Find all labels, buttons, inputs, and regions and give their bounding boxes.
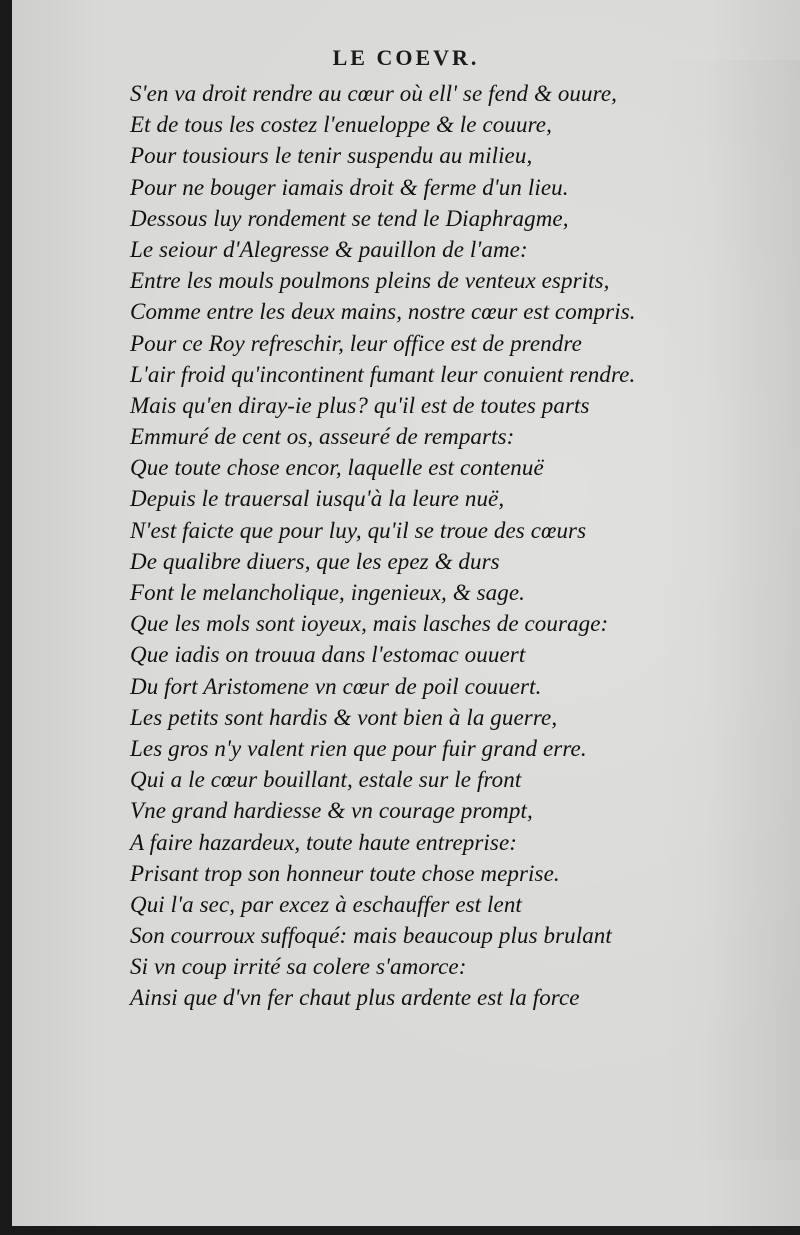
verse-line: Pour ne bouger iamais droit & ferme d'un lieu. [130, 174, 569, 200]
verse-line: Ainsi que d'vn fer chaut plus ardente est la force [130, 985, 580, 1011]
verse-line: Le seiour d'Alegresse & pauillon de l'ame: [130, 236, 528, 262]
verse-line: Font le melancholique, ingenieux, & sage. [130, 580, 525, 605]
verse-line: Que toute chose encor, laquelle est contenuë [130, 455, 544, 481]
verse-body [130, 78, 636, 1014]
verse-line: Comme entre les deux mains, nostre cœur est compris. [130, 299, 636, 325]
verse-line: Dessous luy rondement se tend le Diaphragme, [130, 205, 569, 231]
verse-line: Emmuré de cent os, asseuré de remparts: [130, 424, 515, 450]
show-through-shadow [660, 60, 800, 1160]
verse-line: A faire hazardeux, toute haute entreprise: [130, 829, 518, 855]
verse-line: Prisant trop son honneur toute chose meprise. [130, 860, 560, 886]
verse-line: N'est faicte que pour luy, qu'il se troue des cœurs [130, 517, 587, 543]
verse-line: Depuis le trauersal iusqu'à la leure nuë, [130, 486, 505, 512]
verse-line: Qui l'a sec, par excez à eschauffer est lent [130, 891, 522, 917]
verse-line: Vne grand hardiesse & vn courage prompt, [130, 798, 533, 824]
verse-line: Mais qu'en diray-ie plus? qu'il est de toutes parts [130, 392, 590, 418]
verse-line: Du fort Aristomene vn cœur de poil couuert. [130, 673, 542, 699]
verse-line: Et de tous les costez l'enueloppe & le couure, [130, 112, 552, 138]
verse-line: Si vn coup irrité sa colere s'amorce: [130, 954, 467, 980]
verse-line: S'en va droit rendre au cœur où ell' se fend & ouure, [130, 81, 617, 106]
verse-line: L'air froid qu'incontinent fumant leur conuient rendre. [130, 361, 636, 387]
verse-line: Son courroux suffoqué: mais beaucoup plus brulant [130, 923, 612, 949]
book-page [12, 0, 800, 1226]
verse-line: Entre les mouls poulmons pleins de venteux esprits, [130, 268, 610, 294]
running-header: LE COEVR. [332, 45, 480, 70]
verse-line: Qui a le cœur bouillant, estale sur le front [130, 767, 522, 793]
verse-line: Pour tousiours le tenir suspendu au milieu, [130, 143, 533, 169]
verse-line: Pour ce Roy refreschir, leur office est de prendre [130, 330, 582, 356]
verse-line: Que les mols sont ioyeux, mais lasches de courage: [130, 611, 609, 637]
verse-line: Que iadis on trouua dans l'estomac ouuert [130, 642, 526, 668]
verse-line: Les petits sont hardis & vont bien à la guerre, [130, 704, 558, 730]
verse-line: De qualibre diuers, que les epez & durs [130, 548, 500, 574]
verse-line: Les gros n'y valent rien que pour fuir grand erre. [130, 735, 587, 761]
